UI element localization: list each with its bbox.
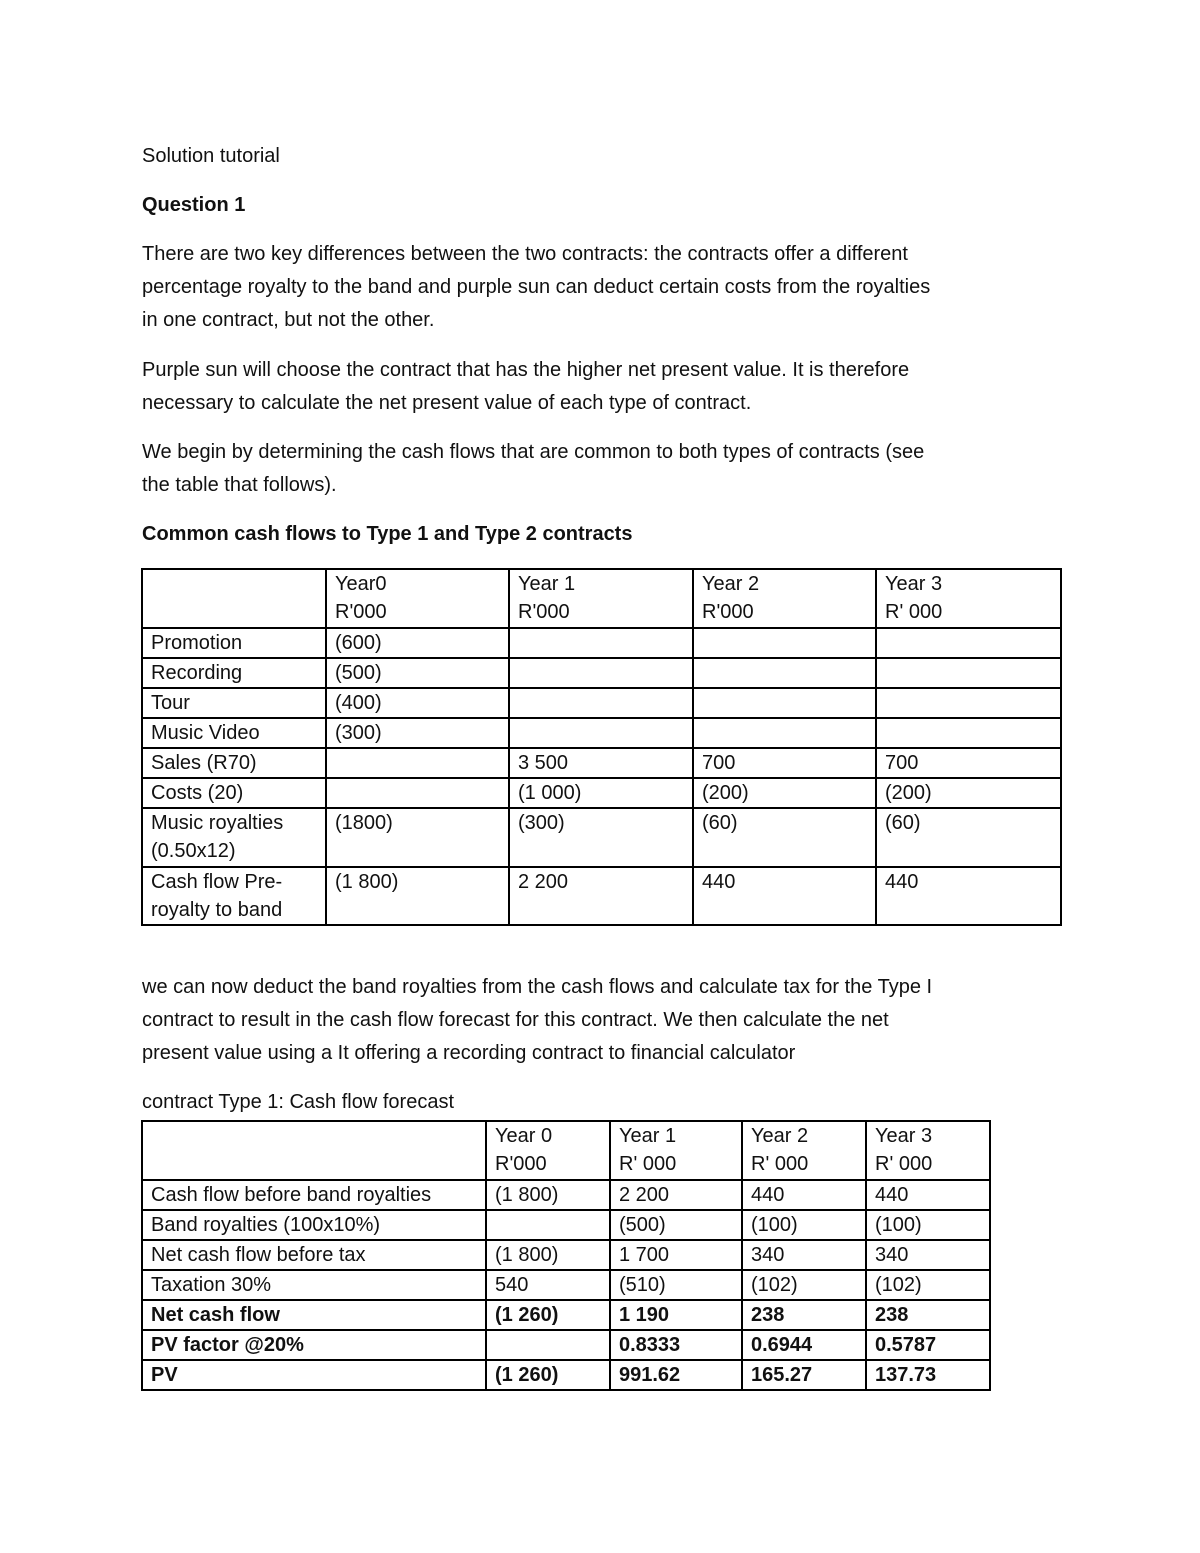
- text-line: the table that follows).: [142, 474, 337, 496]
- header-cell: Year0 R'000: [326, 569, 509, 628]
- table-cell: 440: [866, 1180, 990, 1210]
- table-cell: [876, 718, 1061, 748]
- table-cell: 238: [866, 1300, 990, 1330]
- table-row: [142, 1330, 990, 1360]
- table-cell: Recording: [142, 658, 326, 688]
- table-cell: [693, 628, 876, 658]
- table-cell: (600): [326, 628, 509, 658]
- contract-type1-cash-flow-table: [141, 1120, 991, 1391]
- table-cell: 440: [876, 867, 1061, 925]
- text-line: in one contract, but not the other.: [142, 309, 435, 331]
- table-cell: [486, 1330, 610, 1360]
- text-line: necessary to calculate the net present value of each type of contract.: [142, 392, 752, 414]
- header-cell: Year 1 R' 000: [610, 1121, 742, 1180]
- table-cell: 0.6944: [742, 1330, 866, 1360]
- table-cell: (400): [326, 688, 509, 718]
- table-cell: PV factor @20%: [142, 1330, 486, 1360]
- table-row: [142, 867, 1061, 925]
- header-cell: Year 0 R'000: [486, 1121, 610, 1180]
- table-cell: 3 500: [509, 748, 693, 778]
- header-cell: Year 2 R' 000: [742, 1121, 866, 1180]
- table-cell: Tour: [142, 688, 326, 718]
- text-line: We begin by determining the cash flows that are common to both types of contracts (see: [142, 441, 925, 463]
- table-header-row: [142, 1121, 990, 1180]
- table-row: [142, 778, 1061, 808]
- table-row: [142, 1240, 990, 1270]
- table-row: [142, 628, 1061, 658]
- table-cell: 165.27: [742, 1360, 866, 1390]
- table-cell: Cash flow Pre- royalty to band: [142, 867, 326, 925]
- table-cell: [693, 718, 876, 748]
- paragraph-band-royalties: [142, 971, 932, 1070]
- table-row: [142, 1360, 990, 1390]
- table-cell: 440: [742, 1180, 866, 1210]
- text-line: There are two key differences between the two contracts: the contracts offer a different: [142, 243, 908, 265]
- table-cell: Music royalties (0.50x12): [142, 808, 326, 867]
- table-row: [142, 688, 1061, 718]
- table-cell: [693, 658, 876, 688]
- table-cell: 137.73: [866, 1360, 990, 1390]
- header-cell: [142, 1121, 486, 1180]
- table-cell: (102): [742, 1270, 866, 1300]
- paragraph-common-flows: [142, 436, 924, 502]
- table-cell: [509, 628, 693, 658]
- table-cell: PV: [142, 1360, 486, 1390]
- table-row: [142, 1300, 990, 1330]
- text-line: contract to result in the cash flow forecast for this contract. We then calculate the net: [142, 1009, 889, 1031]
- table-cell: Costs (20): [142, 778, 326, 808]
- table-cell: 700: [693, 748, 876, 778]
- table-cell: [876, 688, 1061, 718]
- table-cell: 1 700: [610, 1240, 742, 1270]
- common-cash-flows-table: [141, 568, 1062, 926]
- question-heading: Question 1: [142, 194, 246, 216]
- table-row: [142, 1210, 990, 1240]
- table-cell: [876, 628, 1061, 658]
- table-cell: (500): [610, 1210, 742, 1240]
- table-cell: 0.8333: [610, 1330, 742, 1360]
- table-cell: Taxation 30%: [142, 1270, 486, 1300]
- table-cell: (300): [326, 718, 509, 748]
- doc-heading: Solution tutorial: [142, 145, 280, 167]
- header-cell: [142, 569, 326, 628]
- table-cell: (1 800): [486, 1180, 610, 1210]
- table-cell: (1 800): [486, 1240, 610, 1270]
- table-cell: (60): [693, 808, 876, 867]
- table-cell: (1 260): [486, 1300, 610, 1330]
- table-cell: [509, 688, 693, 718]
- table-row: [142, 1270, 990, 1300]
- table-cell: [876, 658, 1061, 688]
- paragraph-npv-choice: [142, 354, 909, 420]
- table-cell: (60): [876, 808, 1061, 867]
- table-cell: (100): [742, 1210, 866, 1240]
- table-cell: 340: [866, 1240, 990, 1270]
- table-cell: (1800): [326, 808, 509, 867]
- table-cell: Net cash flow before tax: [142, 1240, 486, 1270]
- table-cell: [509, 658, 693, 688]
- table-cell: 991.62: [610, 1360, 742, 1390]
- table1-title: Common cash flows to Type 1 and Type 2 contracts: [142, 523, 633, 545]
- table-cell: 540: [486, 1270, 610, 1300]
- header-cell: Year 2 R'000: [693, 569, 876, 628]
- table-cell: (1 260): [486, 1360, 610, 1390]
- header-cell: Year 3 R' 000: [876, 569, 1061, 628]
- table-header-row: [142, 569, 1061, 628]
- table-cell: 2 200: [610, 1180, 742, 1210]
- table-cell: Cash flow before band royalties: [142, 1180, 486, 1210]
- table-cell: [693, 688, 876, 718]
- table-row: [142, 748, 1061, 778]
- table-cell: (1 000): [509, 778, 693, 808]
- table-cell: Promotion: [142, 628, 326, 658]
- table-cell: [326, 778, 509, 808]
- header-cell: Year 3 R' 000: [866, 1121, 990, 1180]
- text-line: we can now deduct the band royalties from the cash flows and calculate tax for the Type I: [142, 976, 933, 998]
- table-cell: Band royalties (100x10%): [142, 1210, 486, 1240]
- header-cell: Year 1 R'000: [509, 569, 693, 628]
- paragraph-key-differences: [142, 238, 930, 337]
- table-cell: (1 800): [326, 867, 509, 925]
- table-cell: 238: [742, 1300, 866, 1330]
- table-row: [142, 1180, 990, 1210]
- table-cell: [326, 748, 509, 778]
- table-cell: (200): [876, 778, 1061, 808]
- table2-title: contract Type 1: Cash flow forecast: [142, 1091, 455, 1113]
- table-cell: 2 200: [509, 867, 693, 925]
- table-cell: 440: [693, 867, 876, 925]
- table-cell: [509, 718, 693, 748]
- table-cell: (300): [509, 808, 693, 867]
- text-line: Purple sun will choose the contract that has the higher net present value. It is therefore: [142, 359, 910, 381]
- table-row: [142, 808, 1061, 867]
- table-cell: Sales (R70): [142, 748, 326, 778]
- table-cell: 700: [876, 748, 1061, 778]
- table-cell: 340: [742, 1240, 866, 1270]
- table-row: [142, 718, 1061, 748]
- table-row: [142, 658, 1061, 688]
- table-cell: Net cash flow: [142, 1300, 486, 1330]
- table-cell: 0.5787: [866, 1330, 990, 1360]
- table-cell: [486, 1210, 610, 1240]
- table-cell: (200): [693, 778, 876, 808]
- table-cell: Music Video: [142, 718, 326, 748]
- text-line: percentage royalty to the band and purple sun can deduct certain costs from the royalties: [142, 276, 931, 298]
- table-cell: (100): [866, 1210, 990, 1240]
- text-line: present value using a It offering a recording contract to financial calculator: [142, 1042, 796, 1064]
- table-cell: 1 190: [610, 1300, 742, 1330]
- table-cell: (102): [866, 1270, 990, 1300]
- table-cell: (510): [610, 1270, 742, 1300]
- table-cell: (500): [326, 658, 509, 688]
